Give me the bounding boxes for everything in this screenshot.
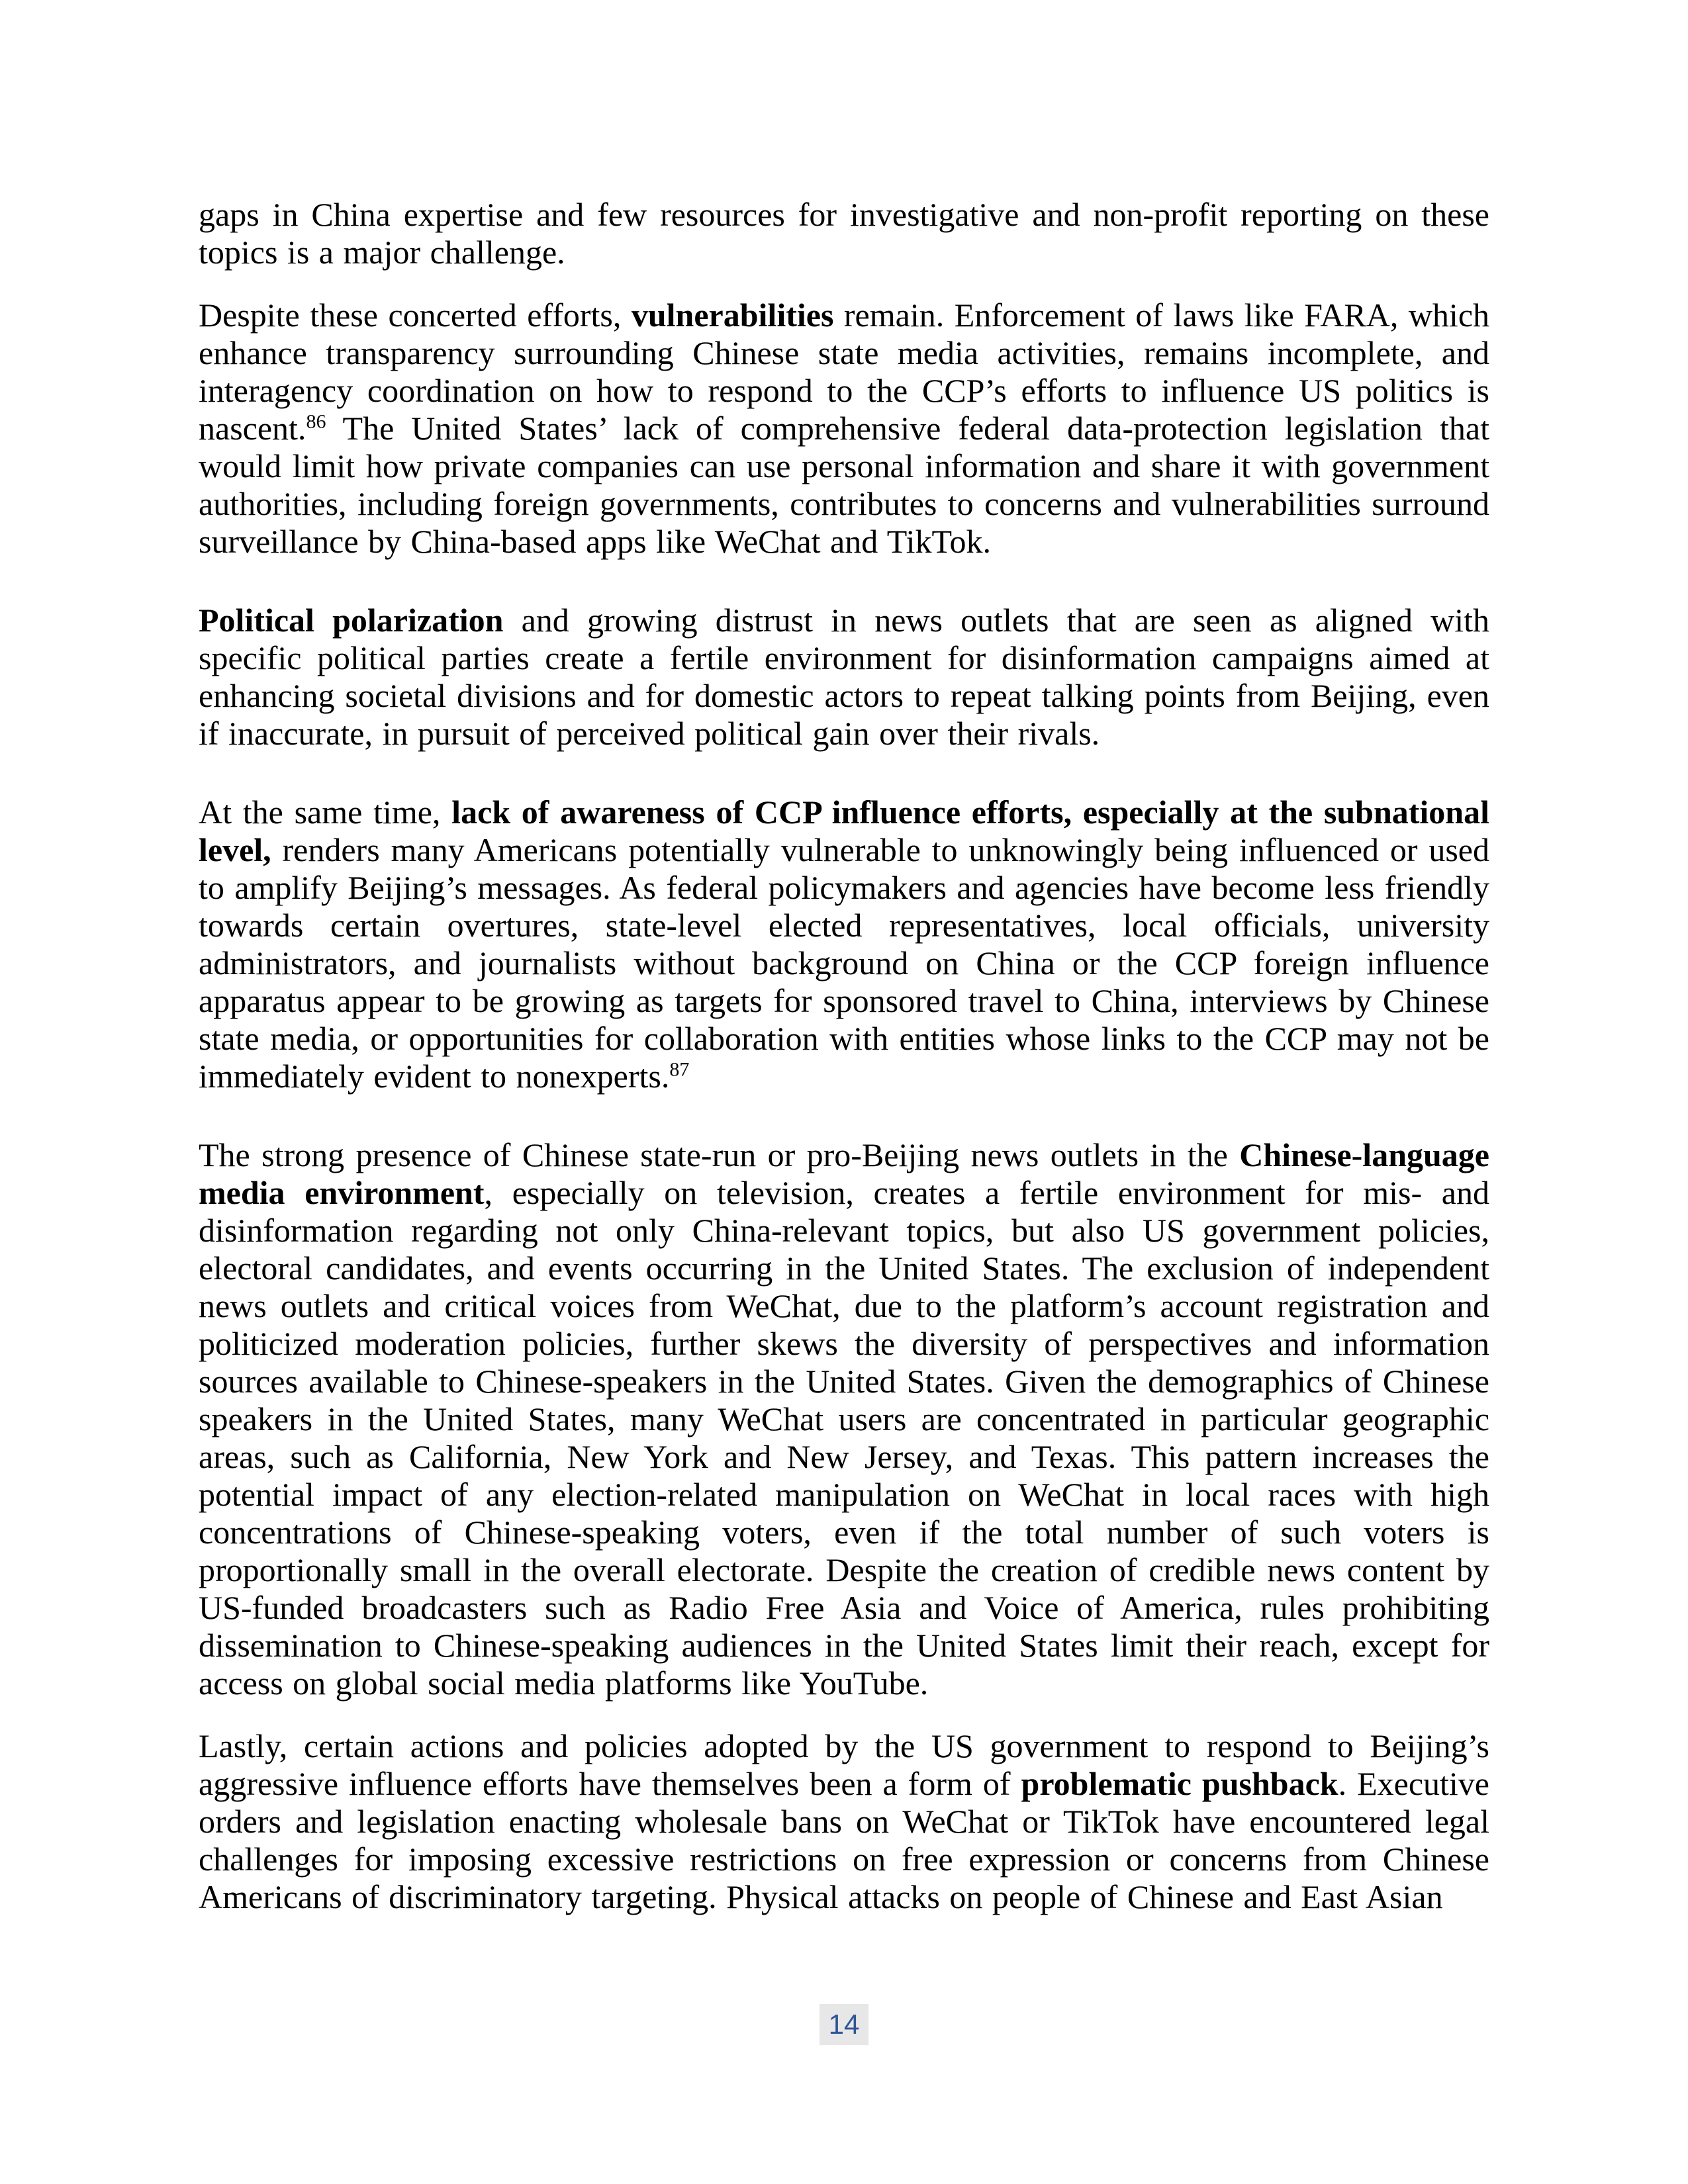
paragraph-3 [199, 602, 1489, 752]
text-run: remain. Enforcement of laws like FARA, which enhance transparency surrounding Chinese state media activities, remains incomplete, and interagency coordination on how to respond to the CCP’s efforts to influence US politics is nascent. [199, 296, 1490, 447]
text-run: Lastly, certain actions and policies adopted by the US government to respond to Beijing’s aggressive influence efforts have themselves been a form of [199, 1727, 1489, 1802]
text-run: renders many Americans potentially vulnerable to unknowingly being influenced or used to amplify Beijing’s messages. As federal policymakers and agencies have become less friendly towards certain overtures, state-level elected representatives, local officials, university administrators, and journalists without background on China or the CCP foreign influence apparatus appear to be growing as targets for sponsored travel to China, interviews by Chinese state media, or opportunities for collaboration with entities whose links to the CCP may not be immediately evident to nonexperts. [199, 831, 1489, 1095]
bold-run: problematic pushback [1021, 1765, 1338, 1802]
paragraph-2 [199, 296, 1489, 561]
text-run: . Executive orders and legislation enacting wholesale bans on WeChat or TikTok have encountered legal challenges for imposing excessive restrictions on free expression or concerns from Chinese Americans of discriminatory targeting. Physical attacks on people of Chinese and East Asian [199, 1765, 1490, 1915]
text-run: and growing distrust in news outlets that are seen as aligned with specific political parties create a fertile environment for disinformation campaigns aimed at enhancing societal divisions and for domestic actors to repeat talking points from Beijing, even if inaccurate, in pursuit of perceived political gain over their rivals. [199, 602, 1489, 752]
footnote-ref-87: 87 [669, 1058, 690, 1081]
text-run: gaps in China expertise and few resources for investigative and non-profit reporting on these topics is a major challenge. [199, 196, 1489, 271]
text-run: The strong presence of Chinese state-run or pro-Beijing news outlets in the [199, 1136, 1240, 1173]
page-number: 14 [820, 2004, 869, 2045]
text-run: , especially on television, creates a fertile environment for mis- and disinformation regarding not only China-relevant topics, but also US government policies, electoral candidates, and events occurring in the United States. The exclusion of independent news outlets and critical voices from WeChat, due to the platform’s account registration and politicized moderation policies, further skews the diversity of perspectives and information sources available to Chinese-speakers in the United States. Given the demographics of Chinese speakers in the United States, many WeChat users are concentrated in particular geographic areas, such as California, New York and New Jersey, and Texas. This pattern increases the potential impact of any election-related manipulation on WeChat in local races with high concentrations of Chinese-speaking voters, even if the total number of such voters is proportionally small in the overall electorate. Despite the creation of credible news content by US-funded broadcasters such as Radio Free Asia and Voice of America, rules prohibiting dissemination to Chinese-speaking audiences in the United States limit their reach, except for access on global social media platforms like YouTube. [199, 1174, 1489, 1702]
bold-run: lack of awareness of CCP influence efforts, especially at the subnational level, [199, 794, 1489, 868]
page-body [199, 196, 1489, 1916]
text-run: The United States’ lack of comprehensive federal data-protection legislation that would limit how private companies can use personal information and share it with government authorities, including foreign governments, contributes to concerns and vulnerabilities surround surveillance by China-based apps like WeChat and TikTok. [199, 410, 1489, 560]
bold-run: Political polarization [199, 602, 504, 639]
paragraph-6 [199, 1727, 1489, 1916]
paragraph-5 [199, 1136, 1489, 1702]
footnote-ref-86: 86 [306, 410, 326, 433]
bold-run: Chinese-language media environment [199, 1136, 1489, 1211]
text-run: At the same time, [199, 794, 452, 831]
text-run: Despite these concerted efforts, [199, 296, 632, 334]
paragraph-4 [199, 794, 1489, 1095]
page-footer [0, 2004, 1688, 2045]
bold-run: vulnerabilities [631, 296, 834, 334]
paragraph-1 [199, 196, 1489, 271]
